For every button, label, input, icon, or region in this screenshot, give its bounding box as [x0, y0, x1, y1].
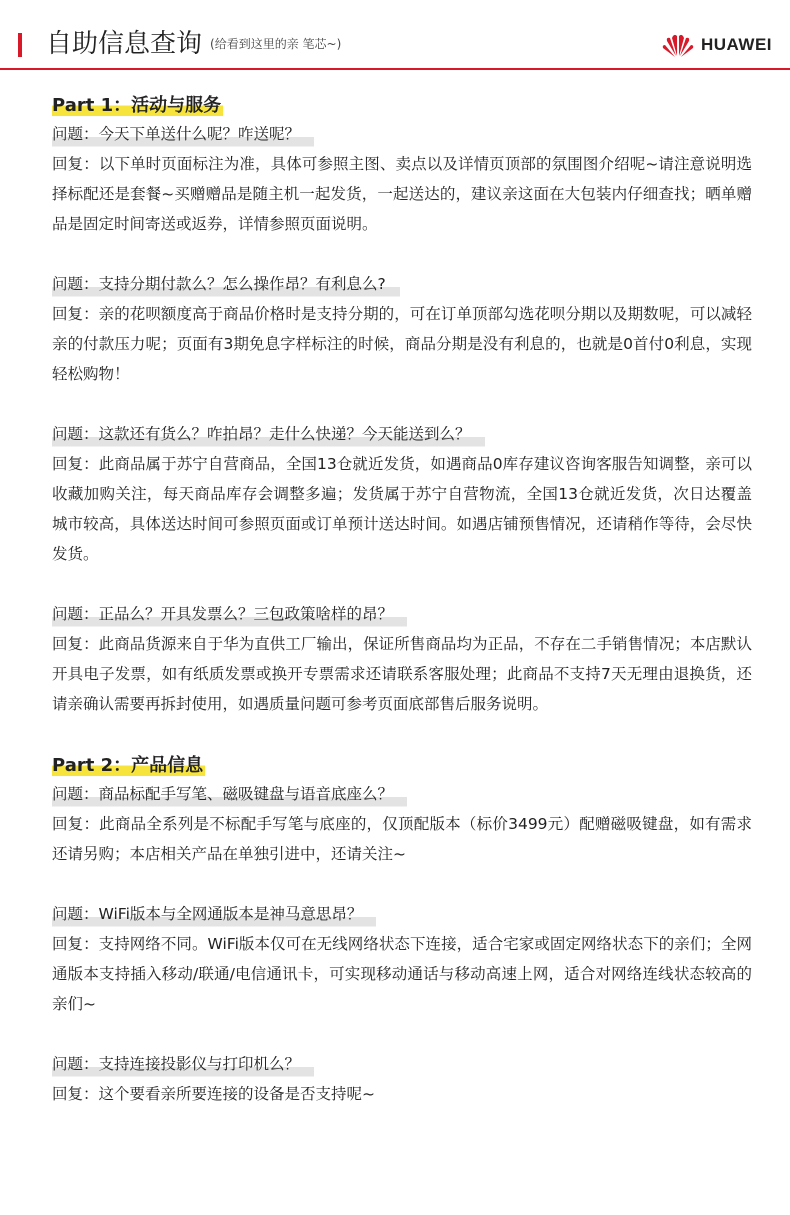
faq-content	[52, 93, 752, 1139]
answer: 回复：此商品全系列是不标配手写笔与底座的，仅顶配版本（标价3499元）配赠磁吸键盘，如有需求还请另购；本店相关产品在单独引进中，还请关注~	[52, 815, 752, 863]
qa-item	[52, 119, 752, 239]
qa-item	[52, 1049, 752, 1109]
page-title	[46, 27, 341, 61]
page-header	[0, 0, 790, 70]
answer: 回复：亲的花呗额度高于商品价格时是支持分期的，可在订单顶部勾选花呗分期以及期数呢，可以减轻亲的付款压力呢；页面有3期免息字样标注的时候，商品分期是没有利息的，也就是0首付0利息，实现轻松购物！	[52, 305, 752, 383]
answer: 回复：支持网络不同。WiFi版本仅可在无线网络状态下连接，适合宅家或固定网络状态下的亲们；全网通版本支持插入移动/联通/电信通讯卡，可实现移动通话与移动高速上网，适合对网络连线状态较高的亲们~	[52, 935, 752, 1013]
question: 问题：商品标配手写笔、磁吸键盘与语音底座么？	[52, 779, 407, 809]
question: 问题：正品么？开具发票么？三包政策啥样的昂？	[52, 599, 407, 629]
qa-item	[52, 269, 752, 389]
page-title-text: 自助信息查询	[46, 29, 203, 59]
page-subtitle: (给看到这里的亲 笔芯~)	[210, 37, 342, 51]
faq-section-part2	[52, 753, 752, 1109]
section-title: Part 2：产品信息	[52, 753, 205, 779]
qa-item	[52, 419, 752, 569]
question: 问题：WiFi版本与全网通版本是神马意思昂？	[52, 899, 376, 929]
qa-item	[52, 899, 752, 1019]
answer: 回复：此商品货源来自于华为直供工厂输出，保证所售商品均为正品，不存在二手销售情况；本店默认开具电子发票，如有纸质发票或换开专票需求还请联系客服处理；此商品不支持7天无理由退换货，还请亲确认需要再拆封使用，如遇质量问题可参考页面底部售后服务说明。	[52, 635, 752, 713]
section-title: Part 1：活动与服务	[52, 93, 223, 119]
brand-name: HUAWEI	[701, 35, 772, 54]
question: 问题：支持连接投影仪与打印机么？	[52, 1049, 314, 1079]
answer: 回复：以下单时页面标注为准，具体可参照主图、卖点以及详情页顶部的氛围图介绍呢~请注意说明选择标配还是套餐~买赠赠品是随主机一起发货，一起送达的，建议亲这面在大包装内仔细查找；晒单赠品是固定时间寄送或返券，详情参照页面说明。	[52, 155, 752, 233]
title-accent-bar	[18, 33, 22, 57]
qa-item	[52, 779, 752, 869]
huawei-logo-icon	[661, 32, 695, 58]
faq-section-part1	[52, 93, 752, 719]
qa-item	[52, 599, 752, 719]
question: 问题：今天下单送什么呢？咋送呢？	[52, 119, 314, 149]
answer: 回复：此商品属于苏宁自营商品，全国13仓就近发货，如遇商品0库存建议咨询客服告知调整，亲可以收藏加购关注，每天商品库存会调整多遍；发货属于苏宁自营物流，全国13仓就近发货，次日达覆盖城市较高，具体送达时间可参照页面或订单预计送达时间。如遇店铺预售情况，还请稍作等待，会尽快发货。	[52, 455, 752, 563]
brand-logo	[661, 32, 772, 58]
question: 问题：支持分期付款么？怎么操作昂？有利息么?	[52, 269, 400, 299]
answer: 回复：这个要看亲所要连接的设备是否支持呢~	[52, 1085, 375, 1103]
question: 问题：这款还有货么？咋拍昂？走什么快递？今天能送到么？	[52, 419, 485, 449]
